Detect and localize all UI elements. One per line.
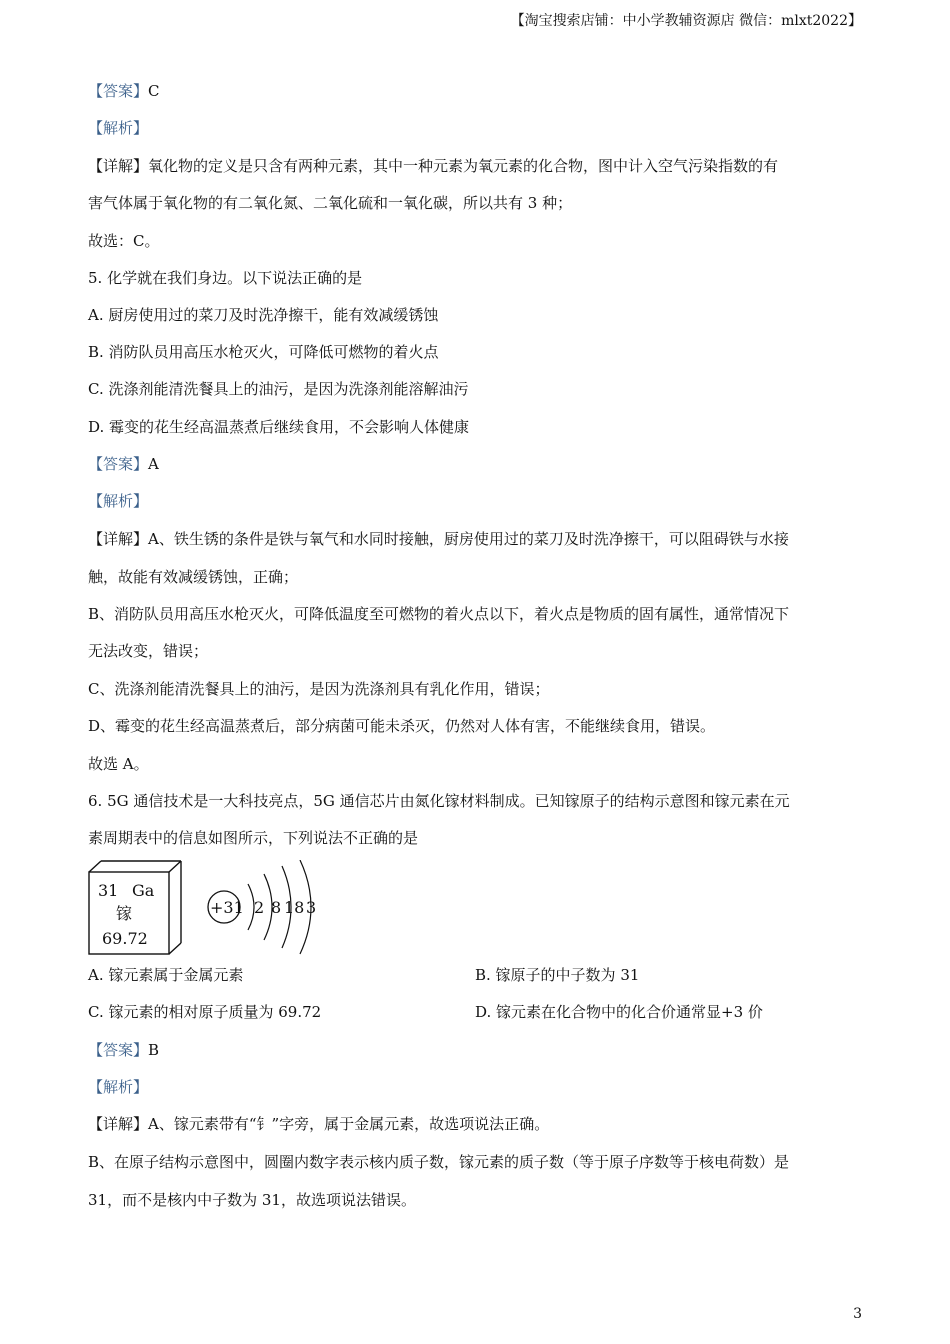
shell-electrons-2: 8 <box>271 898 282 917</box>
q5-option-d: D. 霉变的花生经高温蒸煮后继续食用，不会影响人体健康 <box>88 418 470 436</box>
q5-detail-a1 <box>88 528 789 550</box>
q4-analysis-tag: 【解析】 <box>88 119 149 137</box>
q6-option-a: A. 镓元素属于金属元素 <box>88 966 244 984</box>
q4-conclusion: 故选：C。 <box>88 232 160 250</box>
element-cell <box>89 861 181 954</box>
q5-detail-b1: B、消防队员用高压水枪灭火，可降低温度至可燃物的着火点以下，着火点是物质的固有属性，通常情况下 <box>88 605 790 623</box>
answer-tag: 【答案】 <box>88 455 149 473</box>
nucleus-charge: +31 <box>210 898 244 917</box>
shell-electrons-1: 2 <box>254 898 265 917</box>
q6-detail-b1: B、在原子结构示意图中，圆圈内数字表示核内质子数，镓元素的质子数（等于原子序数等于核电荷数）是 <box>88 1153 790 1171</box>
page-header: 【淘宝搜索店铺：中小学教辅资源店 微信：mlxt2022】 <box>510 13 862 29</box>
shell-electrons-4: 3 <box>306 898 317 917</box>
element-name: 镓 <box>116 904 133 923</box>
q5-detail-b2: 无法改变，错误； <box>88 642 209 660</box>
detail-tag: 【详解】 <box>88 1115 149 1133</box>
q5-detail-c: C、洗涤剂能清洗餐具上的油污，是因为洗涤剂具有乳化作用，错误； <box>88 680 550 698</box>
element-symbol: Ga <box>132 881 155 900</box>
q4-detail-line1 <box>88 155 778 177</box>
q5-detail-a2: 触，故能有效减缓锈蚀，正确； <box>88 568 299 586</box>
atomic-mass: 69.72 <box>102 929 148 948</box>
gallium-diagram <box>88 860 328 956</box>
q5-conclusion: 故选 A。 <box>88 755 149 773</box>
atomic-number: 31 <box>98 881 119 900</box>
q5-option-a: A. 厨房使用过的菜刀及时洗净擦干，能有效减缓锈蚀 <box>88 306 439 324</box>
detail-text: A、铁生锈的条件是铁与氧气和水同时接触，厨房使用过的菜刀及时洗净擦干，可以阻碍铁与水接 <box>148 530 789 548</box>
q6-option-b: B. 镓原子的中子数为 31 <box>475 966 640 984</box>
q4-answer <box>88 80 160 102</box>
q5-option-b: B. 消防队员用高压水枪灭火，可降低可燃物的着火点 <box>88 343 439 361</box>
q5-stem: 5. 化学就在我们身边。以下说法正确的是 <box>88 269 363 287</box>
atom-structure <box>208 860 316 954</box>
answer-tag: 【答案】 <box>88 82 149 100</box>
q6-stem-line1: 6. 5G 通信技术是一大科技亮点，5G 通信芯片由氮化镓材料制成。已知镓原子的结构示意图和镓元素在元 <box>88 792 790 810</box>
q5-answer <box>88 453 159 475</box>
q6-analysis-tag: 【解析】 <box>88 1078 149 1096</box>
detail-text: A、镓元素带有“钅”字旁，属于金属元素，故选项说法正确。 <box>148 1115 550 1133</box>
q6-stem-line2: 素周期表中的信息如图所示，下列说法不正确的是 <box>88 829 419 847</box>
q5-option-c: C. 洗涤剂能清洗餐具上的油污，是因为洗涤剂能溶解油污 <box>88 380 469 398</box>
q6-detail-a <box>88 1113 549 1135</box>
shell-electrons-3: 18 <box>284 898 305 917</box>
detail-tag: 【详解】 <box>88 157 149 175</box>
q6-option-d: D. 镓元素在化合物中的化合价通常显+3 价 <box>475 1003 763 1021</box>
q5-analysis-tag: 【解析】 <box>88 492 149 510</box>
page-number: 3 <box>853 1306 862 1322</box>
q6-option-c: C. 镓元素的相对原子质量为 69.72 <box>88 1003 322 1021</box>
q6-answer <box>88 1039 159 1061</box>
detail-text: 氧化物的定义是只含有两种元素，其中一种元素为氧元素的化合物，图中计入空气污染指数的有 <box>148 157 779 175</box>
answer-value: C <box>148 82 160 100</box>
q5-detail-d: D、霉变的花生经高温蒸煮后，部分病菌可能未杀灭，仍然对人体有害，不能继续食用，错误。 <box>88 717 716 735</box>
detail-tag: 【详解】 <box>88 530 149 548</box>
answer-tag: 【答案】 <box>88 1041 149 1059</box>
q4-detail-line2: 害气体属于氧化物的有二氧化氮、二氧化硫和一氧化碳，所以共有 3 种； <box>88 194 573 212</box>
q6-detail-b2: 31，而不是核内中子数为 31，故选项说法错误。 <box>88 1191 416 1209</box>
answer-value: A <box>148 455 159 473</box>
answer-value: B <box>148 1041 160 1059</box>
